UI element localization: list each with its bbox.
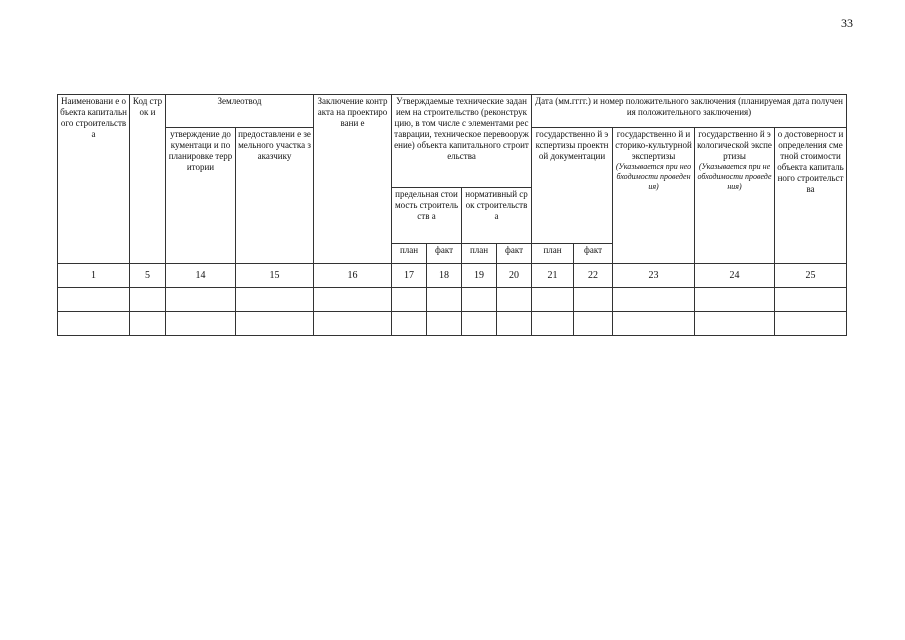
column-number: 24 [695, 264, 775, 288]
empty-cell[interactable] [462, 288, 497, 312]
empty-cell[interactable] [392, 288, 427, 312]
page-number: 33 [841, 16, 853, 30]
column-number: 23 [613, 264, 695, 288]
empty-cell[interactable] [130, 312, 166, 336]
column-number: 18 [427, 264, 462, 288]
header-ecological-expertise [695, 128, 775, 264]
header-land: Землеотвод [166, 95, 314, 128]
historical-expertise-label: государственно й историко-культурной экспертизы [615, 129, 692, 161]
fact-label: факт [427, 244, 462, 264]
fact-label: факт [497, 244, 532, 264]
empty-cell[interactable] [497, 312, 532, 336]
empty-cell[interactable] [574, 312, 613, 336]
header-land-planning: утверждение документаци и по планировке территории [166, 128, 236, 264]
header-max-cost: предельная стоимость строительств а [392, 188, 462, 244]
empty-cell[interactable] [497, 288, 532, 312]
column-number: 25 [775, 264, 847, 288]
header-name: Наименовани е объекта капитального строительств а [58, 95, 130, 264]
column-number-row [58, 264, 847, 288]
empty-cell[interactable] [427, 288, 462, 312]
column-number: 17 [392, 264, 427, 288]
column-number: 5 [130, 264, 166, 288]
empty-cell[interactable] [532, 312, 574, 336]
header-historical-expertise [613, 128, 695, 264]
ecological-expertise-note: (Указывается при необходимости проведения) [697, 162, 772, 191]
empty-cell[interactable] [775, 288, 847, 312]
header-land-provision: предоставлени е земельного участка заказчику [236, 128, 314, 264]
empty-cell[interactable] [695, 312, 775, 336]
report-table [57, 94, 847, 336]
plan-label: план [462, 244, 497, 264]
empty-cell[interactable] [613, 288, 695, 312]
header-contract: Заключение контракта на проектировани е [314, 95, 392, 264]
empty-cell[interactable] [130, 288, 166, 312]
header-state-expertise: государственно й экспертизы проектной документации [532, 128, 613, 244]
ecological-expertise-label: государственно й экологической экспертизы [697, 129, 772, 161]
empty-cell[interactable] [236, 288, 314, 312]
header-tech: Утверждаемые технические заданием на строительство (реконструкцию, в том числе с элементами реставрации, техническое перевооружение) объекта капитального строительства [392, 95, 532, 188]
empty-cell[interactable] [58, 288, 130, 312]
empty-cell[interactable] [166, 288, 236, 312]
column-number: 14 [166, 264, 236, 288]
empty-cell[interactable] [236, 312, 314, 336]
empty-cell[interactable] [695, 288, 775, 312]
empty-cell[interactable] [166, 312, 236, 336]
header-estimate-reliability: о достоверност и определения сметной стоимости объекта капитального строительства [775, 128, 847, 264]
empty-cell[interactable] [314, 288, 392, 312]
empty-cell[interactable] [775, 312, 847, 336]
empty-cell[interactable] [462, 312, 497, 336]
fact-label: факт [574, 244, 613, 264]
empty-cell[interactable] [392, 312, 427, 336]
empty-cell[interactable] [532, 288, 574, 312]
empty-cell[interactable] [314, 312, 392, 336]
column-number: 1 [58, 264, 130, 288]
empty-cell[interactable] [58, 312, 130, 336]
column-number: 15 [236, 264, 314, 288]
historical-expertise-note: (Указывается при необходимости проведения) [615, 162, 692, 191]
column-number: 16 [314, 264, 392, 288]
header-construction-term: нормативный срок строительств а [462, 188, 532, 244]
column-number: 21 [532, 264, 574, 288]
plan-label: план [392, 244, 427, 264]
empty-cell[interactable] [613, 312, 695, 336]
header-code: Код строк и [130, 95, 166, 264]
column-number: 20 [497, 264, 532, 288]
table-row [58, 288, 847, 312]
table-row [58, 312, 847, 336]
column-number: 22 [574, 264, 613, 288]
plan-label: план [532, 244, 574, 264]
column-number: 19 [462, 264, 497, 288]
header-date: Дата (мм.гггг.) и номер положительного заключения (планируемая дата получения положительного заключения) [532, 95, 847, 128]
empty-cell[interactable] [427, 312, 462, 336]
empty-cell[interactable] [574, 288, 613, 312]
